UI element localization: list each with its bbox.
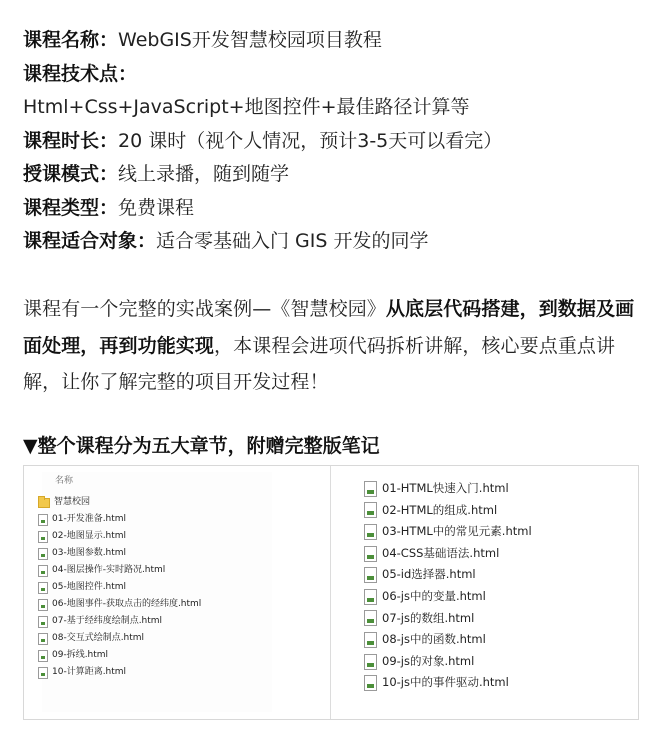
file-name: 02-HTML的组成.html bbox=[382, 502, 498, 517]
file-name: 01-开发准备.html bbox=[52, 514, 127, 524]
file-name: 10-计算距离.html bbox=[52, 667, 127, 677]
html-file-icon bbox=[364, 546, 377, 562]
teaching-mode-line bbox=[23, 158, 653, 192]
file-name: 10-js中的事件驱动.html bbox=[382, 675, 509, 690]
file-item[interactable] bbox=[364, 521, 532, 543]
course-type-label: 课程类型： bbox=[23, 196, 119, 219]
file-name: 04-图层操作-实时路况.html bbox=[52, 565, 166, 575]
html-file-icon bbox=[38, 599, 48, 611]
file-item[interactable] bbox=[364, 608, 532, 630]
html-file-icon bbox=[364, 654, 377, 670]
course-info bbox=[23, 24, 653, 259]
left-file-list bbox=[38, 494, 201, 681]
file-name: 05-地图控件.html bbox=[52, 582, 127, 592]
html-file-icon bbox=[38, 565, 48, 577]
file-name: 03-地图参数.html bbox=[52, 548, 127, 558]
html-file-icon bbox=[364, 502, 377, 518]
course-type-line bbox=[23, 192, 653, 226]
file-name: 07-基于经纬度绘制点.html bbox=[52, 616, 163, 626]
html-file-icon bbox=[364, 632, 377, 648]
file-item[interactable] bbox=[364, 629, 532, 651]
course-name-value: WebGIS开发智慧校园项目教程 bbox=[118, 29, 382, 51]
file-item[interactable] bbox=[38, 545, 201, 562]
file-name: 02-地图显示.html bbox=[52, 531, 127, 541]
target-audience-value: 适合零基础入门 GIS 开发的同学 bbox=[156, 230, 429, 252]
file-item[interactable] bbox=[38, 630, 201, 647]
html-file-icon bbox=[38, 514, 48, 526]
file-item[interactable] bbox=[364, 672, 532, 694]
intro-paragraph bbox=[23, 291, 651, 401]
html-file-icon bbox=[364, 481, 377, 497]
file-item[interactable] bbox=[364, 651, 532, 673]
file-item[interactable] bbox=[38, 664, 201, 681]
html-file-icon bbox=[364, 589, 377, 605]
tech-points-line bbox=[23, 58, 653, 92]
file-name: 03-HTML中的常见元素.html bbox=[382, 524, 532, 539]
file-name: 01-HTML快速入门.html bbox=[382, 481, 509, 495]
target-audience-label: 课程适合对象： bbox=[23, 230, 157, 252]
duration-value: 20 课时（视个人情况，预计3-5天可以看完） bbox=[118, 129, 503, 152]
folder-item[interactable] bbox=[38, 494, 201, 511]
course-name-line bbox=[23, 24, 653, 58]
html-file-icon bbox=[38, 667, 48, 679]
html-file-icon bbox=[38, 633, 48, 645]
name-column-header[interactable]: 名称 bbox=[55, 476, 74, 486]
file-name: 06-js中的变量.html bbox=[382, 588, 486, 603]
html-file-icon bbox=[38, 650, 48, 662]
file-name: 06-地图事件-获取点击的经纬度.html bbox=[52, 599, 202, 609]
html-file-icon bbox=[364, 610, 377, 626]
html-file-icon bbox=[38, 582, 48, 594]
intro-text-2: ，本课程会进项代码拆析讲解，核心要点重点讲解，让你了解完整的项目开发过程！ bbox=[23, 334, 616, 393]
file-item[interactable] bbox=[364, 543, 532, 565]
course-name-label: 课程名称： bbox=[23, 29, 119, 51]
tech-points-detail: Html+Css+JavaScript+地图控件+最佳路径计算等 bbox=[23, 96, 470, 118]
file-listing-screenshot bbox=[23, 465, 639, 720]
file-item[interactable] bbox=[38, 511, 201, 528]
html-file-icon bbox=[364, 567, 377, 583]
section-title: ▼整个课程分为五大章节，附赠完整版笔记 bbox=[23, 435, 380, 457]
file-name: 04-CSS基础语法.html bbox=[382, 545, 500, 560]
intro-bold-text: 从底层代码搭建，到数据及画面处理，再到功能实现 bbox=[23, 298, 635, 357]
file-name: 07-js的数组.html bbox=[382, 610, 475, 625]
html-file-icon bbox=[364, 675, 377, 691]
file-name: 08-交互式绘制点.html bbox=[52, 633, 145, 643]
file-name: 09-拆线.html bbox=[52, 650, 109, 660]
duration-label: 课程时长： bbox=[23, 129, 119, 152]
folder-name: 智慧校园 bbox=[54, 497, 91, 507]
html-file-icon bbox=[38, 548, 48, 560]
file-item[interactable] bbox=[38, 562, 201, 579]
file-name: 09-js的对象.html bbox=[382, 653, 475, 668]
right-file-list bbox=[364, 478, 532, 694]
file-item[interactable] bbox=[364, 500, 532, 522]
teaching-mode-label: 授课模式： bbox=[23, 163, 119, 185]
file-item[interactable] bbox=[38, 528, 201, 545]
file-item[interactable] bbox=[364, 586, 532, 608]
html-file-icon bbox=[38, 531, 48, 543]
folder-icon bbox=[38, 498, 50, 508]
html-file-icon bbox=[38, 616, 48, 628]
html-file-icon bbox=[364, 524, 377, 540]
course-type-value: 免费课程 bbox=[118, 196, 195, 219]
pane-divider bbox=[330, 466, 331, 719]
file-name: 08-js中的函数.html bbox=[382, 632, 486, 647]
file-item[interactable] bbox=[38, 579, 201, 596]
tech-points-label: 课程技术点： bbox=[23, 62, 138, 85]
teaching-mode-value: 线上录播，随到随学 bbox=[118, 163, 290, 185]
file-item[interactable] bbox=[364, 564, 532, 586]
file-item[interactable] bbox=[38, 596, 201, 613]
file-item[interactable] bbox=[38, 647, 201, 664]
file-name: 05-id选择器.html bbox=[382, 567, 476, 582]
intro-text-1: 课程有一个完整的实战案例—《智慧校园》 bbox=[23, 298, 386, 320]
target-audience-line bbox=[23, 225, 653, 259]
tech-points-detail-line bbox=[23, 91, 653, 125]
file-item[interactable] bbox=[364, 478, 532, 500]
duration-line bbox=[23, 125, 653, 159]
file-item[interactable] bbox=[38, 613, 201, 630]
